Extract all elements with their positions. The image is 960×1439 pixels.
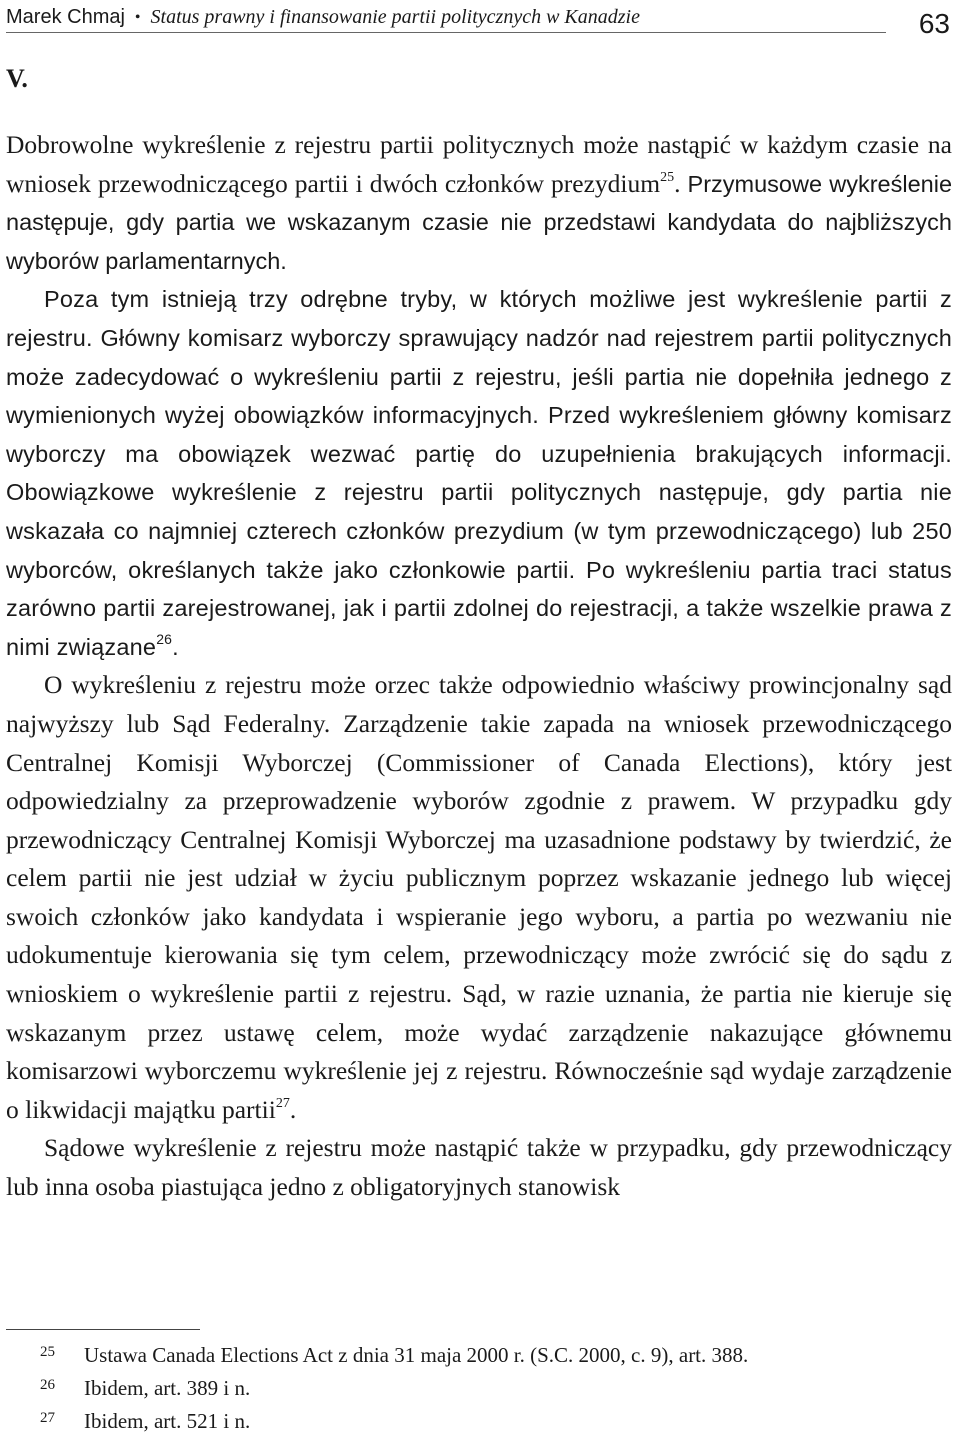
footnote-number: 26 [40, 1377, 55, 1393]
paragraph-text: Sądowe wykreślenie z rejestru może nastąpić także w przypadku, gdy przewodniczący lub inna osoba piastująca jedno z obligatoryjnych stanowisk [6, 1133, 952, 1202]
footnote-ref-26[interactable]: 26 [156, 630, 173, 647]
paragraph-text: . [674, 168, 681, 198]
paragraph-three-modes [6, 280, 952, 666]
paragraph-court-removal [6, 666, 952, 1129]
footnote-item [6, 1406, 952, 1439]
footnote-ref-25[interactable]: 25 [660, 169, 675, 185]
header-separator: • [134, 9, 141, 26]
paragraph-text: . [172, 633, 179, 660]
paragraph-text: Dobrowolne wykreślenie z rejestru partii politycznych może nastąpić w każdym czasie na wniosek przewodniczącego partii i dwóch członków prezydium [6, 130, 952, 198]
header-author: Marek Chmaj [6, 6, 125, 28]
footnote-divider [6, 1329, 200, 1330]
section-heading: V. [6, 64, 28, 93]
paragraph-text: . [289, 1094, 297, 1124]
footnote-item [6, 1340, 952, 1373]
paragraph-voluntary-removal [6, 126, 952, 280]
footnote-text: Ibidem, art. 521 i n. [84, 1409, 251, 1433]
footnote-ref-27[interactable]: 27 [275, 1095, 290, 1111]
footnote-number: 25 [40, 1344, 55, 1360]
paragraph-text: Przymusowe wykreślenie następuje, gdy partia we wskazanym czasie nie przedstawi kandydata do najbliższych wyborów parlamentarnych. [6, 170, 953, 274]
footnote-item [6, 1373, 952, 1406]
paragraph-text: O wykreśleniu z rejestru może orzec także odpowiednio właściwy prowincjonalny sąd najwyższy lub Sąd Federalny. Zarządzenie takie zapada na wniosek przewodniczącego Centralnej Komisji Wyborczej (Commissioner of Canada Elections), który jest odpowiedzialny za przeprowadzenie wyborów zgodnie z prawem. W przypadku gdy przewodniczący Centralnej Komisji Wyborczej ma uzasadnione podstawy by twierdzić, że celem partii nie jest udział w życiu publicznym poprzez wskazanie jednego lub więcej swoich członków jako kandydata i wspieranie jego wyboru, a partia po wezwaniu nie udokumentuje kierowania się tym celem, przewodniczący może zwrócić się do sądu z wnioskiem o wykreślenie partii z rejestru. Sąd, w razie uznania, że partia nie kieruje się wskazanym przez ustawę celem, może wydać zarządzenie nakazujące głównemu komisarzowi wyborczemu wykreślenie jej z rejestru. Równocześnie sąd wydaje zarządzenie o likwidacji majątku partii [6, 670, 952, 1124]
paragraph-judicial-removal [6, 1129, 952, 1206]
footnote-number: 27 [40, 1410, 55, 1426]
footnote-text: Ibidem, art. 389 i n. [84, 1376, 251, 1400]
header-title: Status prawny i finansowanie partii politycznych w Kanadzie [150, 6, 640, 28]
body-text [6, 126, 952, 1207]
page-number: 63 [918, 8, 950, 39]
paragraph-text: Poza tym istnieją trzy odrębne tryby, w których możliwe jest wykreślenie partii z rejestru. Główny komisarz wyborczy sprawujący nadzór nad rejestrem partii politycznych może zadecydować o wykreśleniu partii z rejestru, jeśli partia nie dopełniła jednego z wymienionych wyżej obowiązków informacyjnych. Przed wykreśleniem główny komisarz wyborczy ma obowiązek wezwać partię do uzupełnienia brakujących informacji. Obowiązkowe wykreślenie z rejestru partii politycznych następuje, gdy partia nie wskazała co najmniej czterech członków prezydium (w tym przewodniczącego) lub 250 wyborców, określanych także jako członkowie partii. Po wykreśleniu partia traci status zarówno partii zarejestrowanej, jak i partii zdolnej do rejestracji, a także wszelkie prawa z nimi związane [6, 286, 952, 660]
running-head [6, 4, 886, 33]
footnotes [6, 1340, 952, 1439]
footnote-text: Ustawa Canada Elections Act z dnia 31 maja 2000 r. (S.C. 2000, c. 9), art. 388. [84, 1343, 749, 1367]
